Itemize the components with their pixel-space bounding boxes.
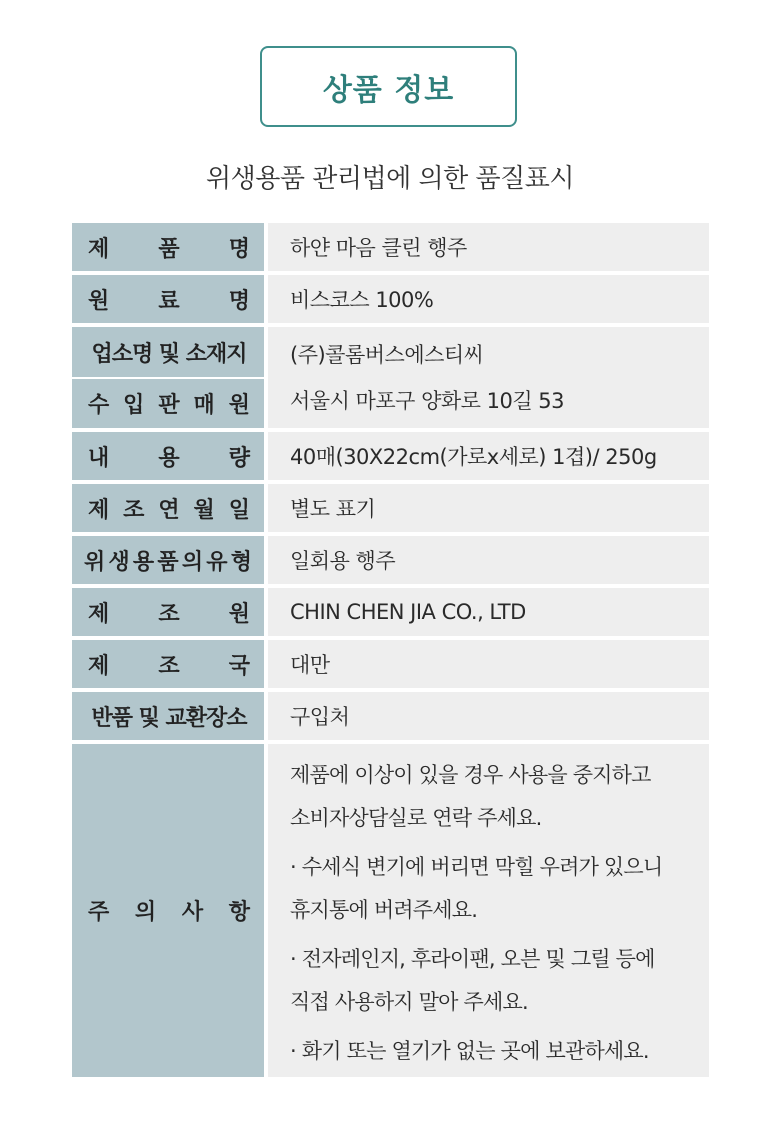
caution-note: · 수세식 변기에 버리면 막힐 우려가 있으니 휴지통에 버려주세요. bbox=[290, 855, 663, 922]
caution-note: · 화기 또는 열기가 없는 곳에 보관하세요. bbox=[290, 1039, 649, 1063]
row-returns bbox=[72, 692, 709, 740]
label-returns: 반품 및 교환장소 bbox=[72, 692, 264, 740]
row-country bbox=[72, 640, 709, 688]
label-manufacturer: 제 조 원 bbox=[72, 588, 264, 636]
row-manufacturer bbox=[72, 588, 709, 636]
row-product-name bbox=[72, 223, 709, 271]
value-product-name: 하얀 마음 클린 행주 bbox=[268, 223, 709, 271]
page-subtitle: 위생용품 관리법에 의한 품질표시 bbox=[206, 164, 574, 194]
section-title: 상품 정보 bbox=[322, 72, 455, 108]
value-material: 비스코스 100% bbox=[268, 275, 709, 323]
label-material: 원 료 명 bbox=[72, 275, 264, 323]
label-importer-cell bbox=[72, 379, 264, 428]
section-title-box bbox=[260, 46, 517, 127]
value-returns: 구입처 bbox=[268, 692, 709, 740]
row-mfg-date bbox=[72, 484, 709, 532]
row-cautions bbox=[72, 744, 709, 1077]
label-content: 내 용 량 bbox=[72, 432, 264, 480]
label-company: 업소명 및 소재지 bbox=[72, 327, 264, 377]
caution-note: · 전자레인지, 후라이팬, 오븐 및 그릴 등에 직접 사용하지 말아 주세요. bbox=[290, 947, 655, 1014]
label-importer: 수 입 판 매 원 bbox=[72, 379, 264, 428]
row-content bbox=[72, 432, 709, 480]
label-type: 위 생 용 품 의 유 형 bbox=[72, 536, 264, 584]
value-company-address bbox=[268, 327, 709, 428]
label-mfg-date: 제 조 연 월 일 bbox=[72, 484, 264, 532]
row-company-importer bbox=[72, 327, 709, 428]
value-country: 대만 bbox=[268, 640, 709, 688]
label-country: 제 조 국 bbox=[72, 640, 264, 688]
row-material bbox=[72, 275, 709, 323]
caution-note: 제품에 이상이 있을 경우 사용을 중지하고 소비자상담실로 연락 주세요. bbox=[290, 763, 651, 830]
value-content: 40매(30X22cm(가로x세로) 1겹)/ 250g bbox=[268, 432, 709, 480]
value-mfg-date: 별도 표기 bbox=[268, 484, 709, 532]
label-company-cell bbox=[72, 327, 264, 377]
value-address: 서울시 마포구 양화로 10길 53 bbox=[290, 388, 565, 413]
label-product-name: 제 품 명 bbox=[72, 223, 264, 271]
row-type bbox=[72, 536, 709, 584]
label-cautions: 주 의 사 항 bbox=[72, 744, 264, 1077]
value-company: (주)콜롬버스에스티씨 bbox=[290, 342, 484, 367]
value-cautions bbox=[268, 744, 709, 1077]
value-manufacturer: CHIN CHEN JIA CO., LTD bbox=[268, 588, 709, 636]
value-type: 일회용 행주 bbox=[268, 536, 709, 584]
